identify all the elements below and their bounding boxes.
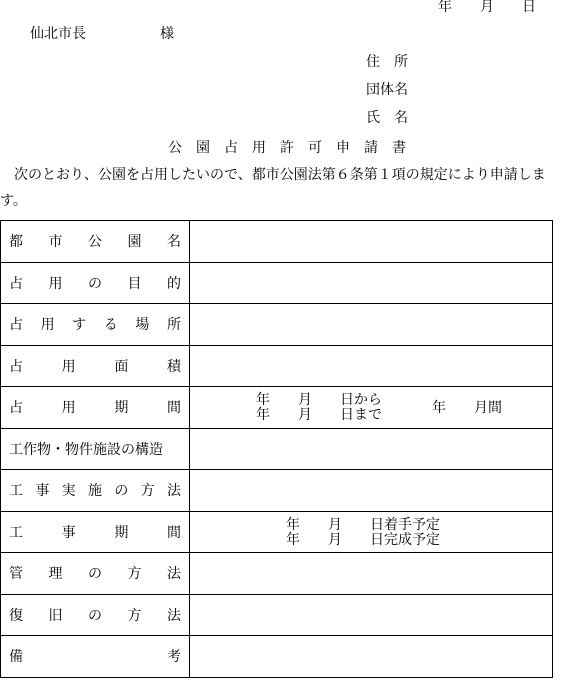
table-row [1,221,553,263]
row-value-area[interactable] [190,345,553,387]
table-row [1,262,553,304]
table-row [1,345,553,387]
row-value-construction-period[interactable] [190,511,553,553]
intro-text-line1: 次のとおり、公園を占用したいので、都市公園法第６条第１項の規定により申請しま [14,167,546,183]
intro-text-line2: す。 [0,193,27,209]
period-duration: 年 月間 [432,400,502,417]
table-row [1,304,553,346]
row-label-area: 占 用 面 積 [1,345,190,387]
row-label-park-name: 都 市 公 園 名 [1,221,190,263]
row-label-structure: 工作物・物件施設の構造 [1,428,190,470]
date-line: 年 月 日 [438,0,536,15]
table-row [1,594,553,636]
table-row [1,470,553,512]
row-value-management-method[interactable] [190,553,553,595]
row-label-period: 占 用 期 間 [1,387,190,429]
period-to: 年 月 日まで [256,407,382,424]
address-label: 住 所 [366,54,408,70]
row-label-remarks: 備 考 [1,636,190,678]
row-value-construction-method[interactable] [190,470,553,512]
row-label-construction-method: 工 事 実 施 の 方 法 [1,470,190,512]
table-row [1,511,553,553]
org-label: 団体名 [366,82,408,98]
table-row [1,553,553,595]
row-label-purpose: 占 用 の 目 的 [1,262,190,304]
row-value-location[interactable] [190,304,553,346]
application-form-table [0,220,553,678]
table-row [1,636,553,678]
period-from: 年 月 日から [256,392,382,409]
addressee: 仙北市長 [30,26,86,42]
row-value-structure[interactable] [190,428,553,470]
row-value-restoration-method[interactable] [190,594,553,636]
document-title: 公 園 占 用 許 可 申 請 書 [168,140,406,156]
row-label-management-method: 管 理 の 方 法 [1,553,190,595]
row-value-period[interactable] [190,387,553,429]
table-row [1,387,553,429]
honorific: 様 [160,26,174,42]
row-label-location: 占 用 す る 場 所 [1,304,190,346]
row-value-purpose[interactable] [190,262,553,304]
table-row [1,428,553,470]
construction-start: 年 月 日着手予定 [286,516,440,533]
row-value-park-name[interactable] [190,221,553,263]
row-label-construction-period: 工 事 期 間 [1,511,190,553]
row-value-remarks[interactable] [190,636,553,678]
name-label: 氏 名 [366,110,408,126]
row-label-restoration-method: 復 旧 の 方 法 [1,594,190,636]
construction-end: 年 月 日完成予定 [286,531,440,548]
